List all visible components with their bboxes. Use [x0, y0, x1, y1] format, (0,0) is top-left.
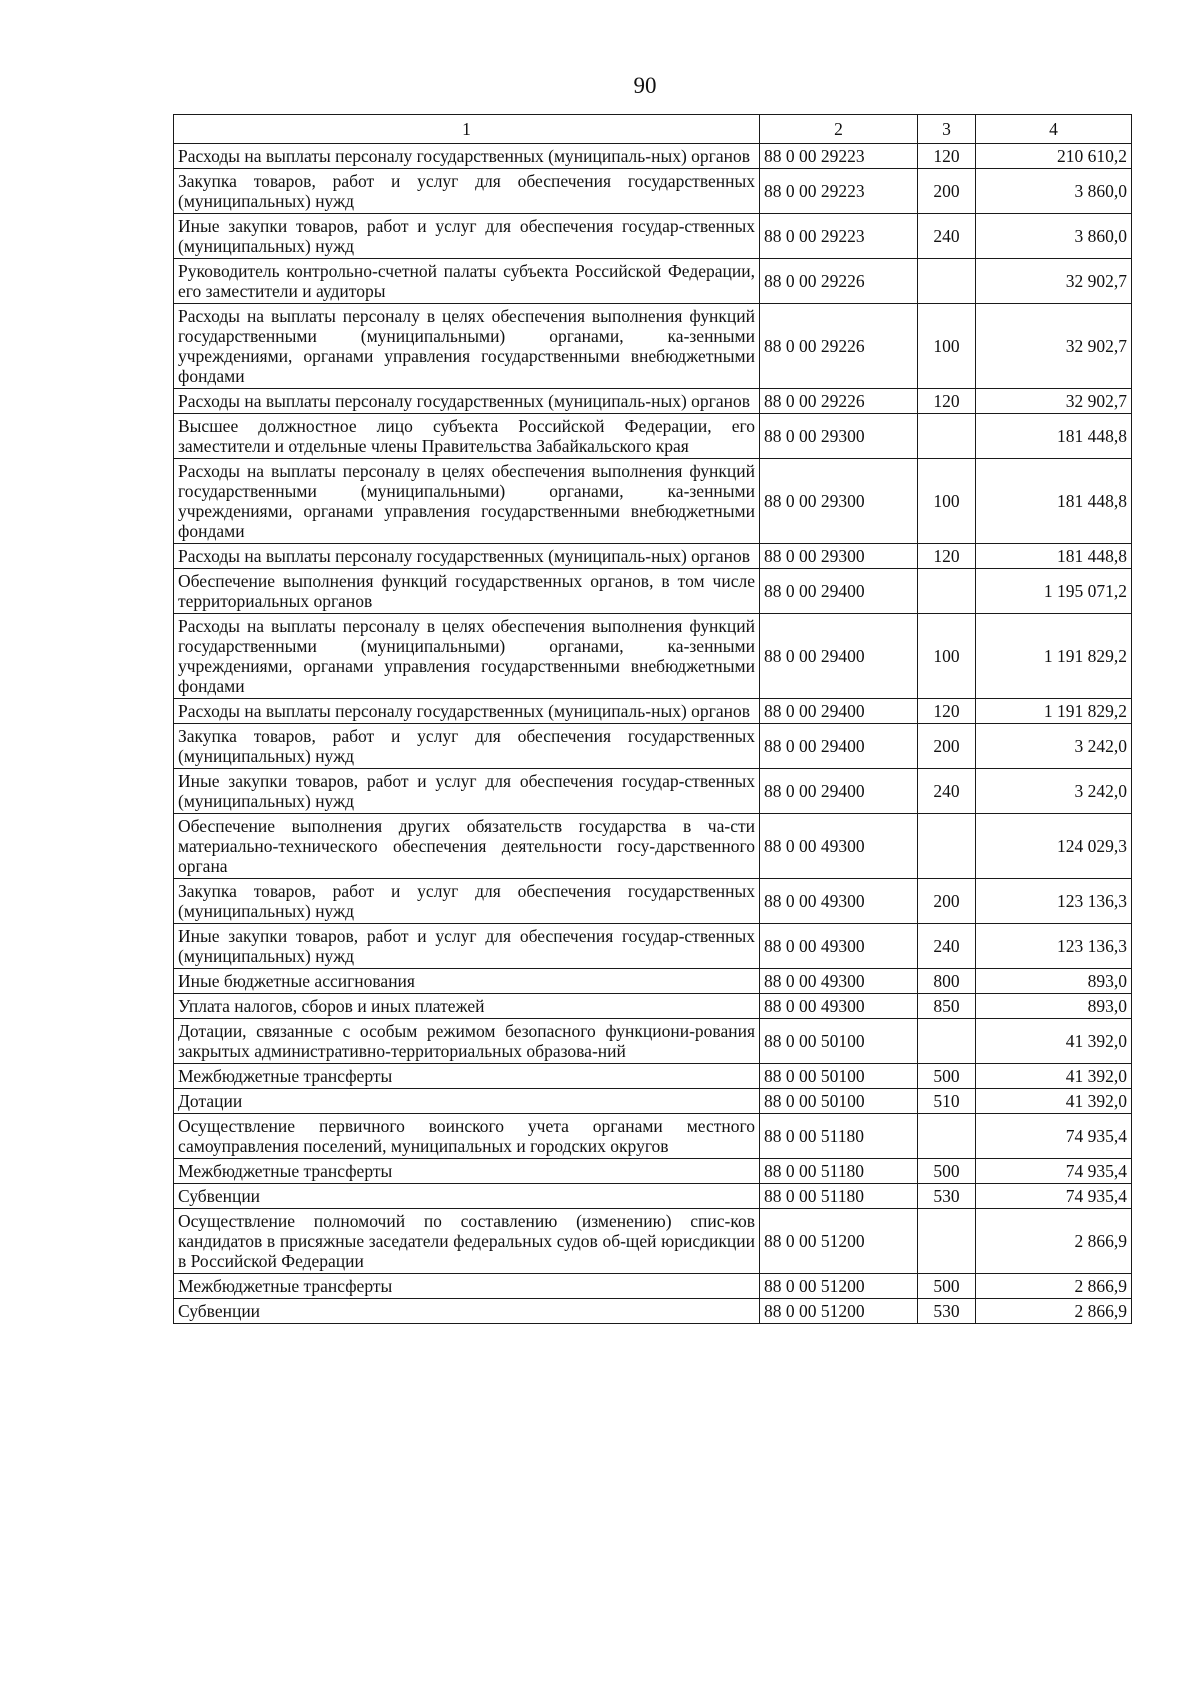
row-sum: 3 242,0 [976, 769, 1132, 814]
row-sum: 74 935,4 [976, 1114, 1132, 1159]
row-code: 88 0 00 51180 [760, 1114, 918, 1159]
row-sum: 181 448,8 [976, 544, 1132, 569]
row-sum: 2 866,9 [976, 1209, 1132, 1274]
table-row [174, 1274, 1132, 1299]
row-name: Обеспечение выполнения других обязательств государства в ча-сти материально-технического обеспечения деятельности госу-дарственного органа [174, 814, 760, 879]
row-code: 88 0 00 51180 [760, 1184, 918, 1209]
row-sum: 123 136,3 [976, 924, 1132, 969]
row-code: 88 0 00 50100 [760, 1019, 918, 1064]
row-name: Осуществление полномочий по составлению (изменению) спис-ков кандидатов в присяжные заседатели федеральных судов об-щей юрисдикции в Российской Федерации [174, 1209, 760, 1274]
row-type: 100 [918, 304, 976, 389]
row-type: 800 [918, 969, 976, 994]
row-sum: 3 860,0 [976, 214, 1132, 259]
row-name: Расходы на выплаты персоналу в целях обеспечения выполнения функций государственными (муниципальными) органами, ка-зенными учреждениями, органами управления государственными внебюджетными фондами [174, 459, 760, 544]
row-code: 88 0 00 29223 [760, 214, 918, 259]
row-code: 88 0 00 29400 [760, 699, 918, 724]
row-name: Межбюджетные трансферты [174, 1274, 760, 1299]
row-code: 88 0 00 50100 [760, 1064, 918, 1089]
row-code: 88 0 00 29223 [760, 144, 918, 169]
budget-table [173, 114, 1132, 1324]
row-type: 120 [918, 144, 976, 169]
row-type: 510 [918, 1089, 976, 1114]
table-row [174, 769, 1132, 814]
row-sum: 124 029,3 [976, 814, 1132, 879]
row-name: Иные закупки товаров, работ и услуг для обеспечения государ-ственных (муниципальных) нужд [174, 924, 760, 969]
row-name: Субвенции [174, 1299, 760, 1324]
row-type [918, 1019, 976, 1064]
table-row [174, 1159, 1132, 1184]
row-code: 88 0 00 49300 [760, 924, 918, 969]
row-sum: 181 448,8 [976, 459, 1132, 544]
row-name: Иные бюджетные ассигнования [174, 969, 760, 994]
row-sum: 210 610,2 [976, 144, 1132, 169]
row-name: Дотации [174, 1089, 760, 1114]
row-code: 88 0 00 29226 [760, 389, 918, 414]
table-row [174, 544, 1132, 569]
row-name: Расходы на выплаты персоналу государственных (муниципаль-ных) органов [174, 544, 760, 569]
header-row [174, 115, 1132, 144]
row-code: 88 0 00 51200 [760, 1274, 918, 1299]
table-row [174, 879, 1132, 924]
row-code: 88 0 00 29226 [760, 259, 918, 304]
row-type: 500 [918, 1159, 976, 1184]
row-type: 100 [918, 614, 976, 699]
table-row [174, 969, 1132, 994]
table-row [174, 144, 1132, 169]
row-sum: 41 392,0 [976, 1089, 1132, 1114]
row-type [918, 1209, 976, 1274]
row-type [918, 569, 976, 614]
table-body [174, 144, 1132, 1324]
row-name: Расходы на выплаты персоналу в целях обеспечения выполнения функций государственными (муниципальными) органами, ка-зенными учреждениями, органами управления государственными внебюджетными фондами [174, 614, 760, 699]
header-col-1: 1 [174, 115, 760, 144]
row-type: 200 [918, 724, 976, 769]
row-name: Дотации, связанные с особым режимом безопасного функциони-рования закрытых административно-территориальных образова-ний [174, 1019, 760, 1064]
table-row [174, 1019, 1132, 1064]
row-sum: 41 392,0 [976, 1064, 1132, 1089]
table-row [174, 459, 1132, 544]
table-row [174, 414, 1132, 459]
table-row [174, 569, 1132, 614]
row-type: 120 [918, 544, 976, 569]
row-name: Закупка товаров, работ и услуг для обеспечения государственных (муниципальных) нужд [174, 724, 760, 769]
row-name: Межбюджетные трансферты [174, 1064, 760, 1089]
row-code: 88 0 00 29400 [760, 769, 918, 814]
row-code: 88 0 00 29400 [760, 614, 918, 699]
row-name: Высшее должностное лицо субъекта Российской Федерации, его заместители и отдельные члены Правительства Забайкальского края [174, 414, 760, 459]
row-type: 500 [918, 1064, 976, 1089]
row-type: 240 [918, 924, 976, 969]
row-code: 88 0 00 29226 [760, 304, 918, 389]
row-type [918, 814, 976, 879]
row-sum: 32 902,7 [976, 304, 1132, 389]
table-row [174, 814, 1132, 879]
row-sum: 181 448,8 [976, 414, 1132, 459]
table-row [174, 1089, 1132, 1114]
row-sum: 2 866,9 [976, 1299, 1132, 1324]
row-code: 88 0 00 29400 [760, 724, 918, 769]
row-sum: 2 866,9 [976, 1274, 1132, 1299]
header-col-3: 3 [918, 115, 976, 144]
row-name: Обеспечение выполнения функций государственных органов, в том числе территориальных органов [174, 569, 760, 614]
row-sum: 1 191 829,2 [976, 699, 1132, 724]
row-sum: 74 935,4 [976, 1184, 1132, 1209]
row-type: 500 [918, 1274, 976, 1299]
row-type: 530 [918, 1299, 976, 1324]
row-code: 88 0 00 29300 [760, 544, 918, 569]
row-name: Расходы на выплаты персоналу государственных (муниципаль-ных) органов [174, 699, 760, 724]
row-sum: 3 860,0 [976, 169, 1132, 214]
row-code: 88 0 00 49300 [760, 814, 918, 879]
row-name: Расходы на выплаты персоналу государственных (муниципаль-ных) органов [174, 144, 760, 169]
row-sum: 74 935,4 [976, 1159, 1132, 1184]
row-name: Закупка товаров, работ и услуг для обеспечения государственных (муниципальных) нужд [174, 879, 760, 924]
row-code: 88 0 00 29223 [760, 169, 918, 214]
row-code: 88 0 00 29300 [760, 459, 918, 544]
row-sum: 893,0 [976, 994, 1132, 1019]
row-type [918, 259, 976, 304]
row-type: 200 [918, 169, 976, 214]
row-name: Осуществление первичного воинского учета органами местного самоуправления поселений, муниципальных и городских округов [174, 1114, 760, 1159]
table-row [174, 259, 1132, 304]
row-name: Расходы на выплаты персоналу в целях обеспечения выполнения функций государственными (муниципальными) органами, ка-зенными учреждениями, органами управления государственными внебюджетными фондами [174, 304, 760, 389]
row-sum: 123 136,3 [976, 879, 1132, 924]
header-col-2: 2 [760, 115, 918, 144]
table-row [174, 1209, 1132, 1274]
row-code: 88 0 00 51180 [760, 1159, 918, 1184]
row-name: Иные закупки товаров, работ и услуг для обеспечения государ-ственных (муниципальных) нужд [174, 769, 760, 814]
table-row [174, 1184, 1132, 1209]
table-row [174, 214, 1132, 259]
row-sum: 893,0 [976, 969, 1132, 994]
table-row [174, 1114, 1132, 1159]
row-type: 100 [918, 459, 976, 544]
row-code: 88 0 00 49300 [760, 969, 918, 994]
table-row [174, 389, 1132, 414]
row-code: 88 0 00 51200 [760, 1209, 918, 1274]
row-code: 88 0 00 29300 [760, 414, 918, 459]
row-type: 240 [918, 769, 976, 814]
row-type: 530 [918, 1184, 976, 1209]
row-name: Межбюджетные трансферты [174, 1159, 760, 1184]
row-name: Субвенции [174, 1184, 760, 1209]
row-code: 88 0 00 49300 [760, 994, 918, 1019]
row-type [918, 414, 976, 459]
row-sum: 1 191 829,2 [976, 614, 1132, 699]
row-type: 120 [918, 699, 976, 724]
row-type: 240 [918, 214, 976, 259]
row-type [918, 1114, 976, 1159]
row-code: 88 0 00 51200 [760, 1299, 918, 1324]
row-sum: 1 195 071,2 [976, 569, 1132, 614]
table-header [174, 115, 1132, 144]
table-row [174, 1299, 1132, 1324]
row-sum: 32 902,7 [976, 389, 1132, 414]
row-sum: 3 242,0 [976, 724, 1132, 769]
row-code: 88 0 00 50100 [760, 1089, 918, 1114]
row-name: Руководитель контрольно-счетной палаты субъекта Российской Федерации, его заместители и аудиторы [174, 259, 760, 304]
table-row [174, 994, 1132, 1019]
row-sum: 41 392,0 [976, 1019, 1132, 1064]
row-type: 850 [918, 994, 976, 1019]
row-name: Закупка товаров, работ и услуг для обеспечения государственных (муниципальных) нужд [174, 169, 760, 214]
row-sum: 32 902,7 [976, 259, 1132, 304]
table-row [174, 304, 1132, 389]
row-name: Уплата налогов, сборов и иных платежей [174, 994, 760, 1019]
table-row [174, 614, 1132, 699]
table-row [174, 724, 1132, 769]
table-row [174, 924, 1132, 969]
table-row [174, 1064, 1132, 1089]
table-row [174, 699, 1132, 724]
table-row [174, 169, 1132, 214]
row-code: 88 0 00 29400 [760, 569, 918, 614]
page-number: 90 [633, 73, 657, 98]
row-name: Расходы на выплаты персоналу государственных (муниципаль-ных) органов [174, 389, 760, 414]
row-name: Иные закупки товаров, работ и услуг для обеспечения государ-ственных (муниципальных) нужд [174, 214, 760, 259]
row-type: 200 [918, 879, 976, 924]
row-type: 120 [918, 389, 976, 414]
row-code: 88 0 00 49300 [760, 879, 918, 924]
header-col-4: 4 [976, 115, 1132, 144]
